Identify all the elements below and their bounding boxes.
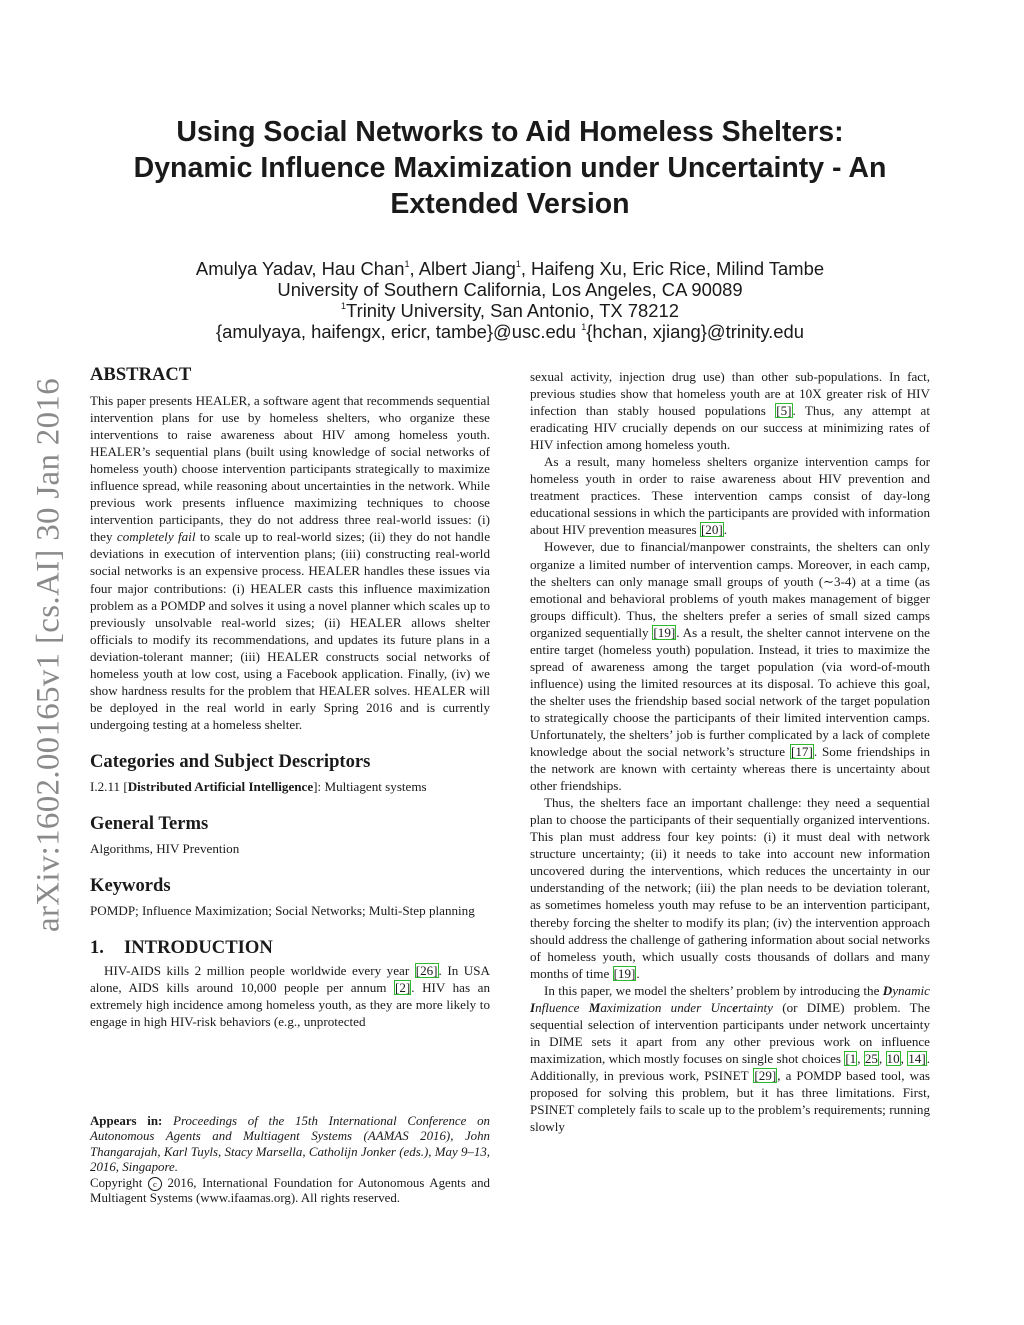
abstract-heading: ABSTRACT (90, 364, 192, 385)
affiliation-usc: University of Southern California, Los Angeles, CA 90089 (277, 279, 743, 300)
right-column (530, 368, 930, 1135)
keywords-heading: Keywords (90, 875, 171, 897)
dime-acronym: Dynamic Influence Maximization under Uncertainty (530, 982, 930, 1015)
author-names: Amulya Yadav, Hau Chan$^1$, Albert Jiang$^1$, Haifeng Xu, Eric Rice, Milind Tambe (195, 258, 825, 279)
affiliation-trinity: $^1$Trinity University, San Antonio, TX 78212 (341, 300, 679, 321)
title-line: Extended Version (390, 188, 630, 220)
intro-paragraph: HIV-AIDS kills 2 million people worldwide every year [26]. In USA alone, AIDS kills around 10,000 people per annum [2]. HIV has an extremely high incidence among homeless youth, as they are more likely to engage in high HIV-risk behaviors (e.g., unprotected (90, 963, 490, 1030)
title-line: Dynamic Influence Maximization under Uncertainty - An (133, 152, 887, 184)
citation-link[interactable]: [19] (613, 965, 636, 981)
citation-link[interactable]: [19] (653, 624, 676, 640)
citation-link[interactable]: [26] (415, 963, 438, 979)
general-terms-heading: General Terms (90, 812, 209, 834)
citation-link[interactable]: 14] (908, 1050, 926, 1066)
author-block (90, 258, 930, 342)
intro-paragraph: In this paper, we model the shelters’ problem by introducing the Dynamic Influence Maximization under Uncertainty (or DIME) problem. The sequential selection of intervention participants under network uncertainty in DIME sets it apart from any other previous work on influence maximization, which mostly focuses on single shot choices [1, 25, 10, 14]. Additionally, in previous work, PSINET [29], a POMDP based tool, was proposed for solving this problem, but it has three limitations. First, PSINET completely fails to scale up to the problem’s requirements; running slowly (530, 982, 931, 1135)
general-terms-text: Algorithms, HIV Prevention (90, 840, 240, 856)
citation-link[interactable]: [17] (790, 744, 813, 760)
citation-link[interactable]: [2] (394, 980, 411, 996)
left-column (90, 364, 490, 1030)
abstract-text: This paper presents HEALER, a software agent that recommends sequential intervention plans for use by homeless shelters, who organize these interventions to raise awareness about HIV among homeless youth. HEALER’s sequential plans (built using knowledge of social networks of homeless youth) choose intervention participants strategically to maximize influence spread, while reasoning about uncertainties in the network. While previous work presents influence maximizing techniques to choose intervention participants, they do not address three real-world issues: (i) they completely fail to scale up to real-world sizes; (ii) they do not handle deviations in execution of intervention plans; (iii) constructing real-world social networks is an expensive process. HEALER handles these issues via four major contributions: (i) HEALER casts this influence maximization problem as a POMDP and solves it using a novel planner which scales up to previously unsolvable real-world sizes; (ii) HEALER allows shelter officials to modify its recommendations, and updates its future plans in a deviation-tolerant manner; (iii) HEALER constructs social networks of homeless youth at low cost, using a Facebook application. Finally, (iv) we show hardness results for the problem that HEALER solves. HEALER will be deployed in the real world in early Spring 2016 and is currently undergoing testing at a homeless shelter. (90, 393, 490, 732)
citation-link[interactable]: [29] (754, 1067, 777, 1083)
appears-in: Appears in: Proceedings of the 15th International Conference on Autonomous Agents and Multiagent Systems (AAMAS 2016), John Thangarajah, Karl Tuyls, Stacy Marsella, Catholijn Jonker (eds.), May 9–13, 2016, Singapore. (90, 1114, 490, 1175)
citation-link[interactable]: 25 (864, 1050, 878, 1066)
citation-link[interactable]: [1 (845, 1050, 857, 1066)
arxiv-stamp (30, 0, 67, 1325)
keywords-text: POMDP; Influence Maximization; Social Networks; Multi-Step planning (90, 903, 475, 919)
footnote (90, 1114, 490, 1206)
author-emails: {amulyaya, haifengx, ericr, tambe}@usc.edu $^1${hchan, xjiang}@trinity.edu (216, 321, 804, 342)
intro-paragraph: As a result, many homeless shelters organize intervention camps for homeless youth in order to raise awareness about HIV prevention and treatment practices. These intervention camps consist of day-long educational sessions in which the participants are provided with information about HIV prevention measures [20]. (530, 454, 930, 538)
copyright-icon: c (148, 1177, 162, 1191)
categories-text: I.2.11 [Distributed Artificial Intelligence]: Multiagent systems (90, 778, 427, 794)
copyright: Copyright c 2016, International Foundation for Autonomous Agents and Multiagent Systems (www.ifaamas.org). All rights reserved. (90, 1175, 490, 1206)
intro-paragraph-continued: sexual activity, injection drug use) than other sub-populations. In fact, previous studies show that homeless youth are at 10X greater risk of HIV infection than stably housed populations [5]. Thus, any attempt at eradicating HIV crucially depends on our success at minimizing rates of HIV infection among homeless youth. (530, 369, 931, 453)
arxiv-stamp-text: arXiv:1602.00165v1 [cs.AI] 30 Jan 2016 (30, 378, 67, 932)
paper-title (90, 114, 930, 222)
intro-paragraph: Thus, the shelters face an important challenge: they need a sequential plan to choose the participants of their sequentially organized interventions. This plan must address four key points: (i) it must deal with network structure uncertainty; (ii) it needs to take into account new information uncovered during the interventions, which reduces the uncertainty in our understanding of the network; (iii) the plan needs to be deviation tolerant, as sometimes homeless youth may refuse to be an intervention participant, thereby forcing the shelter to modify its plan; (iv) the intervention approach should address the challenge of gathering information about social networks of homeless youth, which usually costs thousands of dollars and many months of time [19]. (530, 795, 930, 981)
citation-link[interactable]: [20] (700, 522, 723, 538)
categories-heading: Categories and Subject Descriptors (90, 750, 371, 772)
introduction-heading: 1. INTRODUCTION (90, 937, 273, 959)
title-line: Using Social Networks to Aid Homeless Shelters: (176, 116, 844, 148)
citation-link[interactable]: 10 (886, 1050, 900, 1066)
intro-paragraph: However, due to financial/manpower constraints, the shelters can only organize a limited number of intervention camps. Moreover, in each camp, the shelters can only manage small groups of youth (∼3-4) at a time (as emotional and behavioral problems of youth makes management of bigger groups difficult). Thus, the shelters prefer a series of small sized camps organized sequentially [19]. As a result, the shelter cannot intervene on the entire target (homeless youth) population. Instead, it tries to maximize the spread of awareness among the target population (via word-of-mouth influence) using the limited resources at its disposal. To achieve this goal, the shelter uses the friendship based social network of the target population to strategically choose the participants of their limited intervention camps. Unfortunately, the shelters’ job is further complicated by a lack of complete knowledge about the social network’s structure [17]. Some friendships in the network are known with certainty whereas there is uncertainty about other friendships. (530, 539, 931, 794)
citation-link[interactable]: [5] (776, 403, 792, 419)
